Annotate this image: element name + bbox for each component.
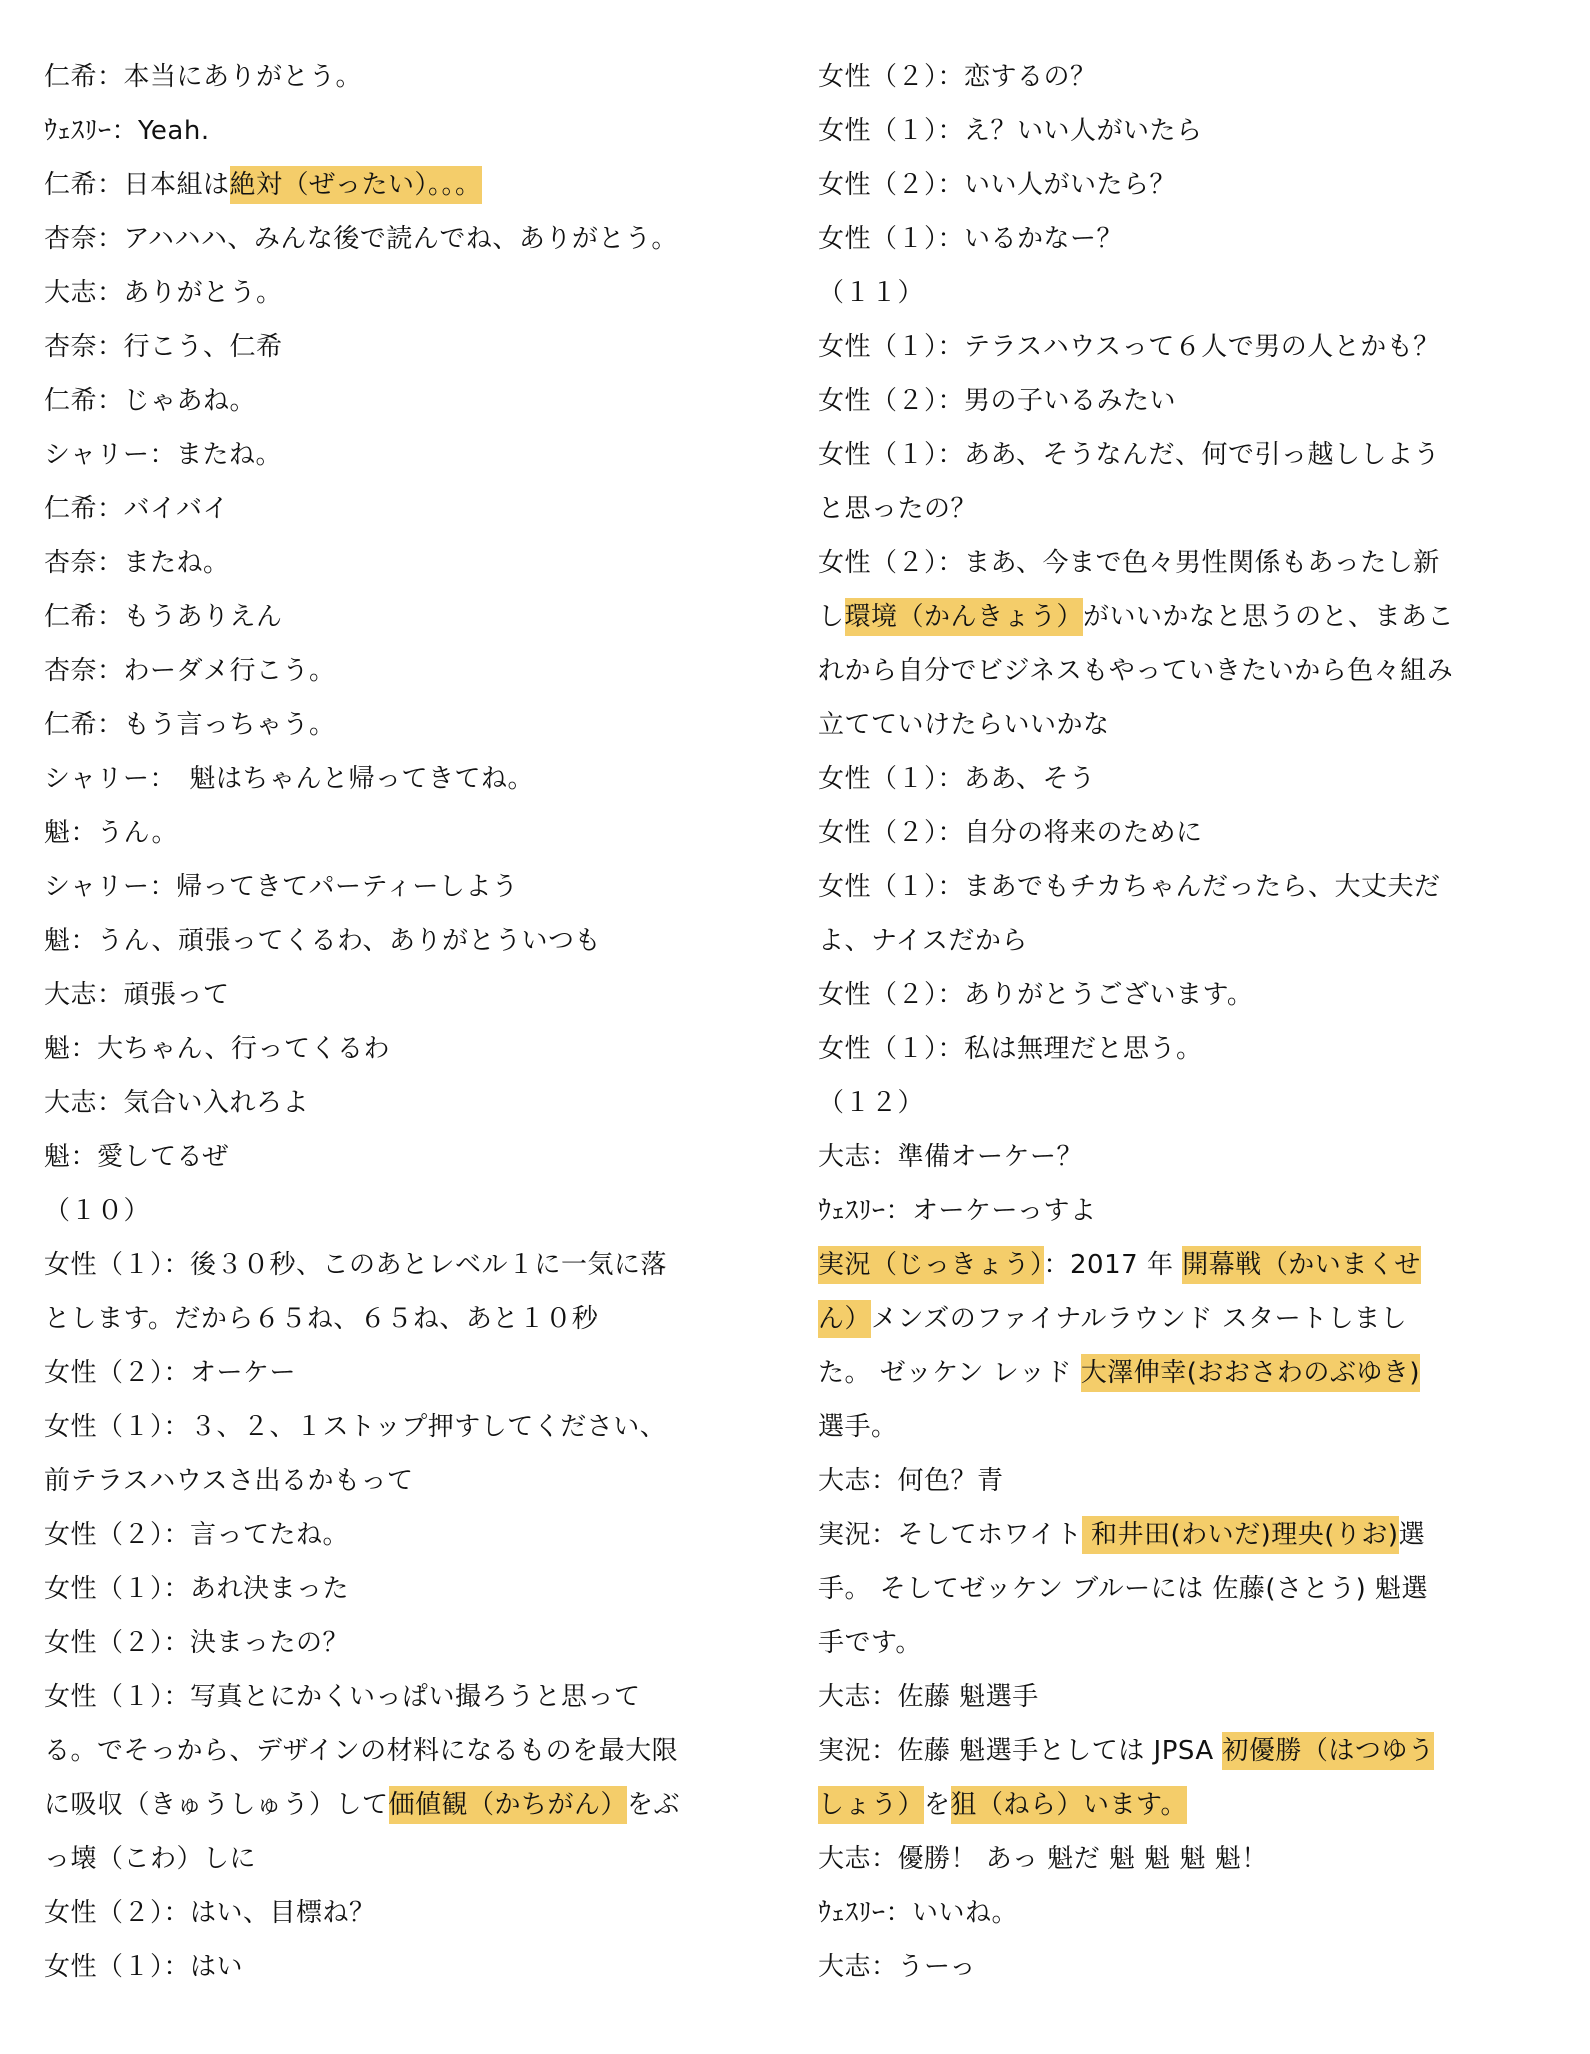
transcript-line [44, 1940, 734, 1994]
highlighted-text: 実況（じっきょう） [818, 1246, 1044, 1284]
transcript-line [818, 482, 1508, 536]
transcript-line [44, 1130, 734, 1184]
line-text: 仁希：もうありえん [44, 602, 283, 632]
line-text: ｳｪｽﾘｰ：オーケーっすよ [818, 1196, 1097, 1226]
line-text: 仁希：じゃあね。 [44, 386, 257, 416]
line-text: 杏奈：わーダメ行こう。 [44, 656, 336, 686]
line-text: 大志：佐藤 魁選手 [818, 1682, 1039, 1712]
transcript-line [44, 968, 734, 1022]
transcript-line [44, 1670, 734, 1724]
transcript-line [818, 968, 1508, 1022]
transcript-line [44, 1022, 734, 1076]
transcript-line [44, 266, 734, 320]
transcript-line [818, 1724, 1508, 1778]
transcript-line [818, 1184, 1508, 1238]
line-text: 選 [1398, 1520, 1426, 1550]
line-text: っ壊（こわ）しに [44, 1844, 257, 1874]
transcript-line [44, 104, 734, 158]
transcript-line [44, 1292, 734, 1346]
transcript-line [44, 1778, 734, 1832]
transcript-line [818, 1670, 1508, 1724]
line-text: 女性（１）：写真とにかくいっぱい撮ろうと思って [44, 1682, 641, 1712]
line-text: 女性（２）：自分の将来のために [818, 818, 1203, 848]
line-text: ｳｪｽﾘｰ：Yeah. [44, 116, 210, 146]
transcript-line [44, 158, 734, 212]
transcript-line [44, 806, 734, 860]
line-text: 杏奈：行こう、仁希 [44, 332, 283, 362]
line-text: 仁希：もう言っちゃう。 [44, 710, 336, 740]
line-text: に吸収（きゅうしゅう）して [44, 1790, 389, 1820]
transcript-line [44, 860, 734, 914]
transcript-line [818, 1616, 1508, 1670]
line-text: 大志：ありがとう。 [44, 278, 283, 308]
line-text: 大志：優勝！ あっ 魁だ 魁 魁 魁 魁！ [818, 1844, 1268, 1874]
line-text: 女性（１）：あれ決まった [44, 1574, 350, 1604]
transcript-line [44, 1454, 734, 1508]
transcript-line [818, 1130, 1508, 1184]
transcript-line [44, 1076, 734, 1130]
transcript-line [818, 1454, 1508, 1508]
transcript-line [818, 320, 1508, 374]
transcript-line [44, 644, 734, 698]
line-text: と思ったの？ [818, 494, 978, 524]
transcript-line [44, 212, 734, 266]
transcript-line [818, 806, 1508, 860]
highlighted-text: 和井田(わいだ)理央(りお) [1082, 1516, 1398, 1554]
highlighted-text: 価値観（かちがん） [389, 1786, 628, 1824]
line-text: 手です。 [818, 1628, 922, 1658]
line-text: た。 ゼッケン レッド [818, 1358, 1081, 1388]
line-text: （１１） [818, 278, 925, 308]
transcript-line [818, 536, 1508, 590]
line-text: 女性（２）：恋するの？ [818, 62, 1097, 92]
line-text: 女性（１）：いるかなー？ [818, 224, 1124, 254]
highlighted-text: 初優勝（はつゆう [1222, 1732, 1434, 1770]
line-text: 女性（１）：ああ、そう [818, 764, 1096, 794]
line-text: 立てていけたらいいかな [818, 710, 1110, 740]
transcript-line [44, 1724, 734, 1778]
line-text: 実況：佐藤 魁選手としては JPSA [818, 1736, 1223, 1766]
transcript-line [818, 1778, 1508, 1832]
highlighted-text: 環境（かんきょう） [845, 598, 1084, 636]
transcript-line [818, 1400, 1508, 1454]
line-text: 女性（１）：後３０秒、このあとレベル１に一気に落 [44, 1250, 668, 1280]
line-text: 魁：うん、頑張ってくるわ、ありがとういつも [44, 926, 602, 956]
transcript-line [44, 1562, 734, 1616]
transcript-line [44, 1886, 734, 1940]
transcript-line [44, 320, 734, 374]
transcript-line [44, 482, 734, 536]
line-text: 女性（１）：まあでもチカちゃんだったら、大丈夫だ [818, 872, 1441, 902]
transcript-line [818, 1832, 1508, 1886]
transcript-line [44, 1184, 734, 1238]
transcript-line [44, 590, 734, 644]
transcript-line [818, 752, 1508, 806]
line-text: 女性（２）：ありがとうございます。 [818, 980, 1254, 1010]
transcript-line [44, 1238, 734, 1292]
transcript-line [44, 914, 734, 968]
line-text: 大志：頑張って [44, 980, 230, 1010]
line-text: 女性（２）：言ってたね。 [44, 1520, 350, 1550]
line-text: 杏奈：またね。 [44, 548, 230, 578]
transcript-line [818, 104, 1508, 158]
right-column [818, 50, 1508, 1994]
line-text: 杏奈：アハハハ、みんな後で読んでね、ありがとう。 [44, 224, 678, 254]
transcript-line [44, 50, 734, 104]
line-text: 大志：準備オーケー？ [818, 1142, 1084, 1172]
transcript-line [818, 698, 1508, 752]
transcript-line [818, 158, 1508, 212]
line-text: とします。だから６５ね、６５ね、あと１０秒 [44, 1304, 599, 1334]
transcript-line [818, 860, 1508, 914]
line-text: る。でそっから、デザインの材料になるものを最大限 [44, 1736, 679, 1766]
highlighted-text: 大澤伸幸(おおさわのぶゆき) [1081, 1354, 1420, 1392]
left-column [44, 50, 734, 1994]
line-text: をぶ [627, 1790, 681, 1820]
line-text: 魁：大ちゃん、行ってくるわ [44, 1034, 391, 1064]
transcript-line [44, 536, 734, 590]
transcript-line [818, 212, 1508, 266]
line-text: 女性（２）：決まったの？ [44, 1628, 350, 1658]
line-text: シャリー：またね。 [44, 440, 282, 470]
transcript-line [818, 1562, 1508, 1616]
line-text: 大志：何色？青 [818, 1466, 1004, 1496]
transcript-line [44, 374, 734, 428]
transcript-line [818, 1346, 1508, 1400]
transcript-line [818, 1238, 1508, 1292]
transcript-line [44, 428, 734, 482]
line-text: 女性（１）：はい [44, 1952, 244, 1982]
line-text: を [924, 1790, 951, 1820]
transcript-line [818, 266, 1508, 320]
line-text: 大志：気合い入れろよ [44, 1088, 310, 1118]
transcript-line [818, 590, 1508, 644]
line-text: 女性（２）：オーケー [44, 1358, 297, 1388]
line-text: れから自分でビジネスもやっていきたいから色々組み [818, 656, 1454, 686]
line-text: シャリー：帰ってきてパーティーしよう [44, 872, 519, 902]
transcript-line [818, 1292, 1508, 1346]
line-text: 女性（１）：ああ、そうなんだ、何で引っ越ししよう [818, 440, 1440, 470]
transcript-line [818, 1940, 1508, 1994]
line-text: がいいかなと思うのと、まあこ [1083, 602, 1455, 632]
line-text: 魁：愛してるぜ [44, 1142, 229, 1172]
highlighted-text: 狙（ねら）います。 [951, 1786, 1187, 1824]
line-text: 女性（２）：いい人がいたら？ [818, 170, 1177, 200]
line-text: 仁希：日本組は [44, 170, 230, 200]
transcript-line [44, 1508, 734, 1562]
transcript-line [44, 1400, 734, 1454]
line-text: メンズのファイナルラウンド スタートしまし [871, 1304, 1408, 1334]
line-text: 女性（２）：まあ、今まで色々男性関係もあったし新 [818, 548, 1440, 578]
line-text: 女性（１）：３、２、１ストップ押すしてください、 [44, 1412, 667, 1442]
line-text: し [818, 602, 845, 632]
transcript-line [44, 698, 734, 752]
transcript-line [818, 644, 1508, 698]
transcript-line [818, 1508, 1508, 1562]
line-text: よ、ナイスだから [818, 926, 1028, 956]
highlighted-text: しょう） [818, 1786, 924, 1824]
line-text: 大志：うーっ [818, 1952, 976, 1982]
transcript-line [44, 752, 734, 806]
transcript-line [818, 1022, 1508, 1076]
line-text: 女性（１）：え？いい人がいたら [818, 116, 1203, 146]
line-text: 手。 そしてゼッケン ブルーには 佐藤(さとう) 魁選 [818, 1574, 1428, 1604]
transcript-line [44, 1832, 734, 1886]
line-text: 魁：うん。 [44, 818, 179, 848]
line-text: ：2017 年 [1043, 1250, 1183, 1280]
highlighted-text: ん） [818, 1300, 871, 1338]
line-text: （１０） [44, 1196, 151, 1226]
line-text: 前テラスハウスさ出るかもって [44, 1466, 414, 1496]
line-text: 女性（２）：はい、目標ね？ [44, 1898, 376, 1928]
line-text: 実況：そしてホワイト [818, 1520, 1083, 1550]
line-text: 女性（１）：私は無理だと思う。 [818, 1034, 1203, 1064]
transcript-line [818, 374, 1508, 428]
line-text: シャリー： 魁はちゃんと帰ってきてね。 [44, 764, 534, 794]
line-text: 女性（１）：テラスハウスって６人で男の人とかも？ [818, 332, 1440, 362]
line-text: （１２） [818, 1088, 925, 1118]
line-text: 仁希：バイバイ [44, 494, 229, 524]
line-text: 選手。 [818, 1412, 898, 1442]
transcript-line [818, 428, 1508, 482]
transcript-line [44, 1616, 734, 1670]
transcript-line [818, 1076, 1508, 1130]
highlighted-text: 絶対（ぜったい）。。。 [230, 166, 482, 204]
transcript-line [44, 1346, 734, 1400]
line-text: 仁希：本当にありがとう。 [44, 62, 363, 92]
transcript-line [818, 50, 1508, 104]
highlighted-text: 開幕戦（かいまくせ [1182, 1246, 1421, 1284]
transcript-line [818, 914, 1508, 968]
line-text: 女性（２）：男の子いるみたい [818, 386, 1177, 416]
transcript-line [818, 1886, 1508, 1940]
line-text: ｳｪｽﾘｰ：いいね。 [818, 1898, 1019, 1928]
